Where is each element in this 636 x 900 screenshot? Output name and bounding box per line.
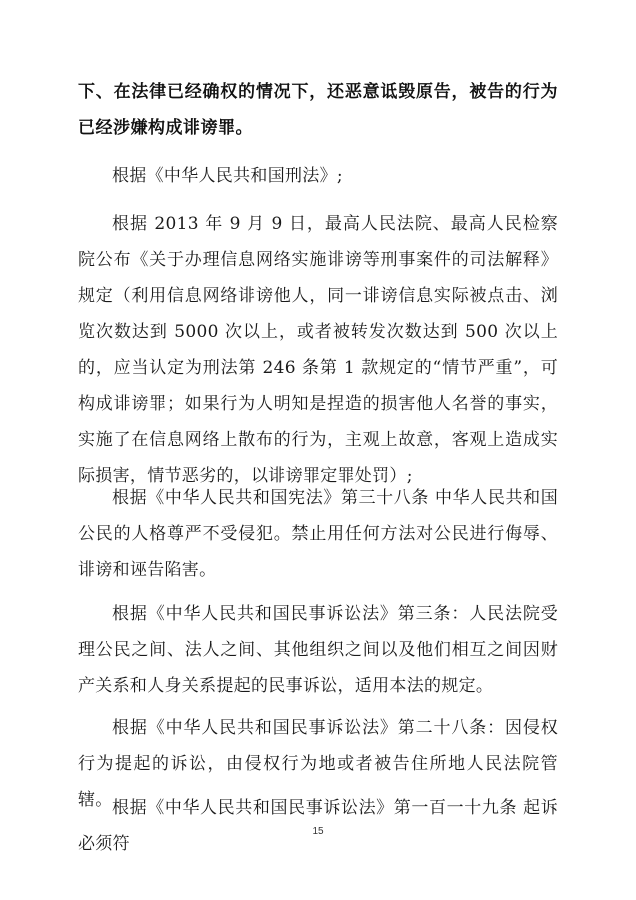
paragraph-constitution-article-38: 根据《中华人民共和国宪法》第三十八条 中华人民共和国公民的人格尊严不受侵犯。禁止用任何方法对公民进行侮辱、诽谤和诬告陷害。 [78, 488, 558, 580]
paragraph-civil-procedure-article-3: 根据《中华人民共和国民事诉讼法》第三条：人民法院受理公民之间、法人之间、其他组织之间以及他们相互之间因财产关系和人身关系提起的民事诉讼，适用本法的规定。 [78, 604, 558, 696]
paragraph-civil-procedure-article-119: 根据《中华人民共和国民事诉讼法》第一百一十九条 起诉必须符 [78, 798, 558, 854]
paragraph-civil-procedure-article-28: 根据《中华人民共和国民事诉讼法》第二十八条：因侵权行为提起的诉讼，由侵权行为地或者被告住所地人民法院管辖。 [78, 718, 558, 810]
page-number: 15 [312, 826, 324, 837]
paragraph-defamation-conclusion: 下、在法律已经确权的情况下，还恶意诋毁原告，被告的行为已经涉嫌构成诽谤罪。 [78, 82, 558, 138]
paragraph-criminal-law-citation: 根据《中华人民共和国刑法》; [112, 166, 343, 186]
paragraph-judicial-interpretation: 根据 2013 年 9 月 9 日，最高人民法院、最高人民检察院公布《关于办理信息网络实施诽谤等刑事案件的司法解释》规定（利用信息网络诽谤他人，同一诽谤信息实际被点击、浏览次数达到 5000 次以上，或者被转发次数达到 500 次以上的，应当认定为刑法第 246 条第 1 款规定的“情节严重”，可构成诽谤罪；如果行为人明知是捏造的损害他人名誉的事实，实施了在信息网络上散布的行为，主观上故意，客观上造成实际损害，情节恶劣的，以诽谤罪定罪处罚）; [78, 214, 558, 486]
